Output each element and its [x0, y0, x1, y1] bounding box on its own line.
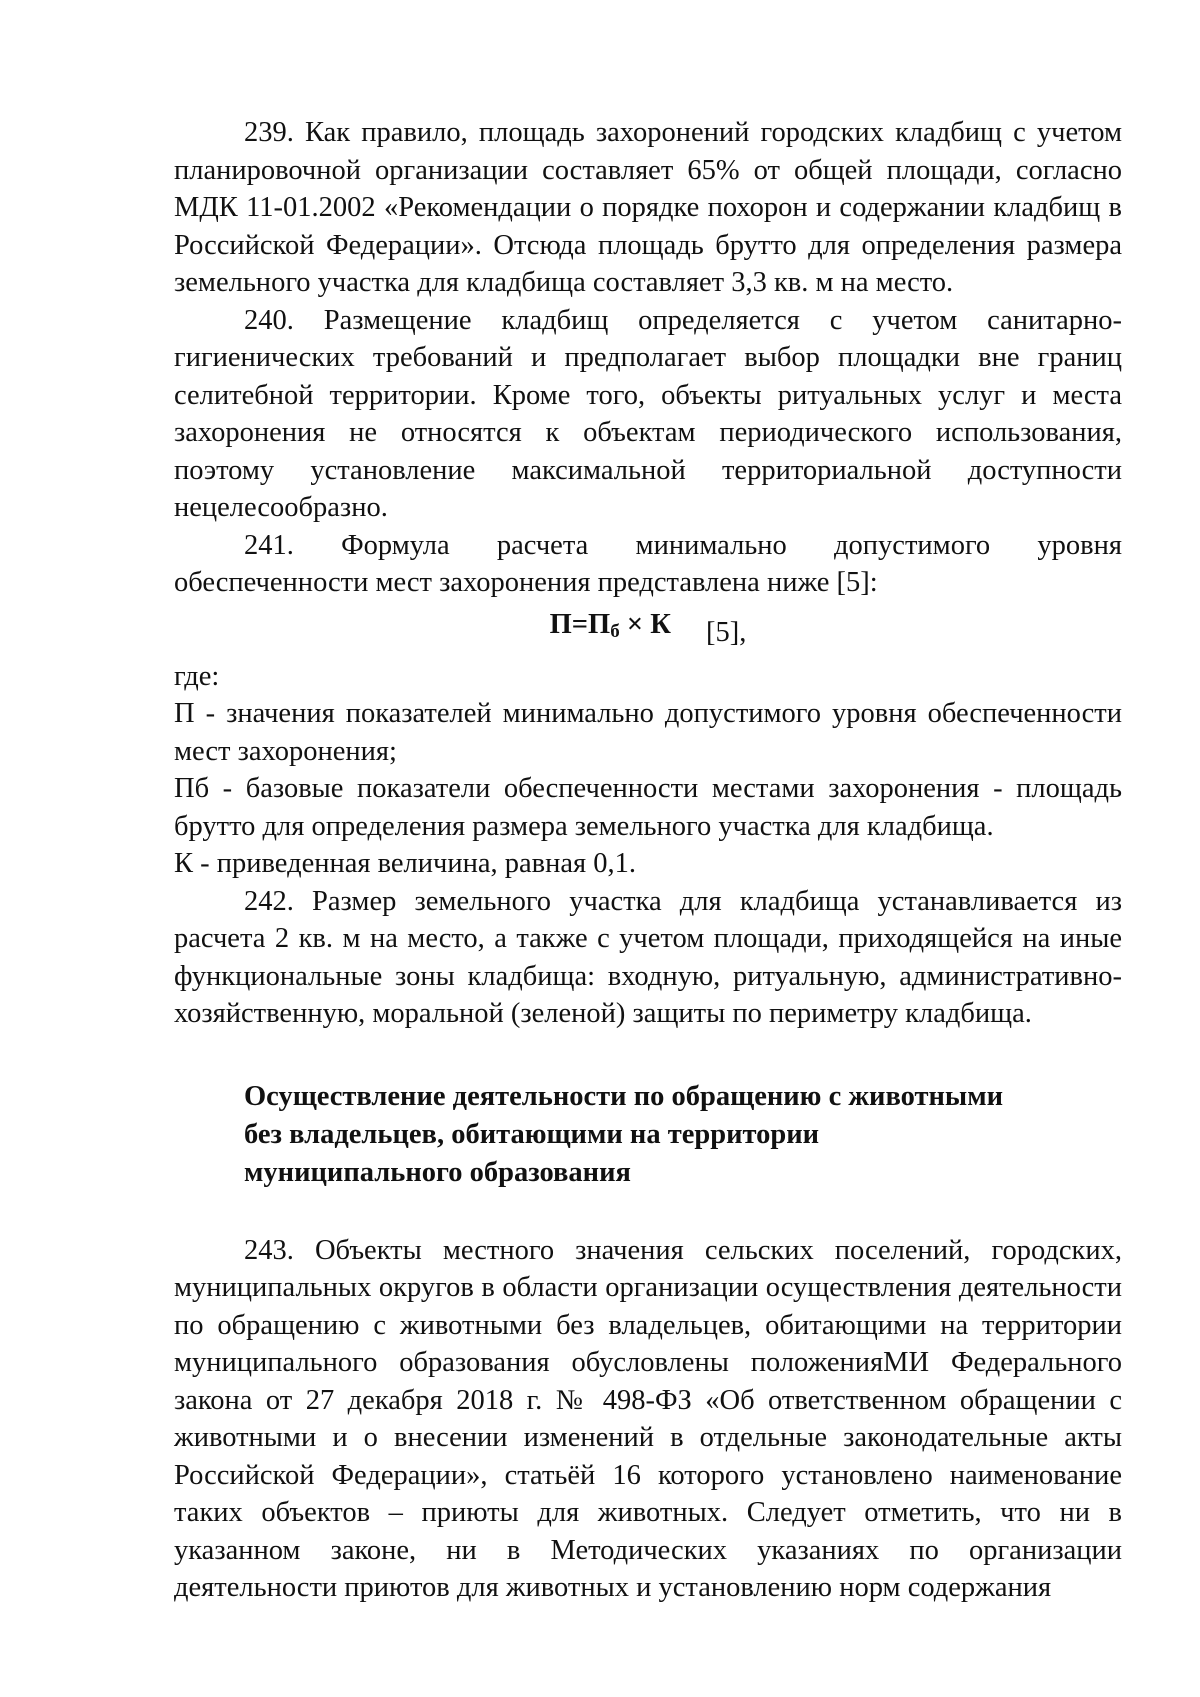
paragraph-243: 243. Объекты местного значения сельских поселений, городских, муниципальных округов в области организации осуществления деятельности по обращению с животными без владельцев, обитающими на территории муниципального образования обусловлены положенияМИ Федерального закона от 27 декабря 2018 г. № 498-ФЗ «Об ответственном обращении с животными и о внесении изменений в отдельные законодательные акты Российской Федерации», статьёй 16 которого установлено наименование таких объектов – приюты для животных. Следует отметить, что ни в указанном законе, ни в Методических указаниях по организации деятельности приютов для животных и установлению норм содержания: [174, 1234, 1122, 1603]
formula-rest: × К: [619, 608, 671, 640]
formula-expression: [550, 602, 671, 655]
formula-reference: [5],: [706, 616, 747, 648]
paragraph-242: 242. Размер земельного участка для кладбища устанавливается из расчета 2 кв. м на место, а также с учетом площади, приходящейся на иные функциональные зоны кладбища: входную, ритуальную, административно-хозяйственную, моральной (зеленой) защиты по периметру кладбища.: [174, 885, 1122, 1029]
definition-k: К - приведенная величина, равная 0,1.: [174, 848, 636, 879]
paragraph-241: 241. Формула расчета минимально допустимого уровня обеспеченности мест захоронения представлена ниже [5]:: [174, 529, 1122, 598]
paragraph-240: 240. Размещение кладбищ определяется с учетом санитарно-гигиенических требований и предполагает выбор площадки вне границ селитебной территории. Кроме того, объекты ритуальных услуг и места захоронения не относятся к объектам периодического использования, поэтому установление максимальной территориальной доступности нецелесообразно.: [174, 304, 1122, 523]
definition-p: П - значения показателей минимально допустимого уровня обеспеченности мест захоронения;: [174, 698, 1122, 767]
formula-main: П=П: [549, 608, 611, 640]
section-heading: Осуществление деятельности по обращению с животными без владельцев, обитающими на территории муниципального образования: [244, 1080, 1004, 1188]
where-label: где:: [174, 660, 220, 692]
definition-pb: Пб - базовые показатели обеспеченности местами захоронения - площадь брутто для определения размера земельного участка для кладбища.: [174, 773, 1122, 842]
document-body: [174, 114, 1122, 1607]
paragraph-239: 239. Как правило, площадь захоронений городских кладбищ с учетом планировочной организации составляет 65% от общей площади, согласно МДК 11-01.2002 «Рекомендации о порядке похорон и содержании кладбищ в Российской Федерации». Отсюда площадь брутто для определения размера земельного участка для кладбища составляет 3,3 кв. м на место.: [174, 117, 1122, 298]
formula-subscript: б: [610, 620, 620, 642]
formula: [174, 602, 1122, 648]
